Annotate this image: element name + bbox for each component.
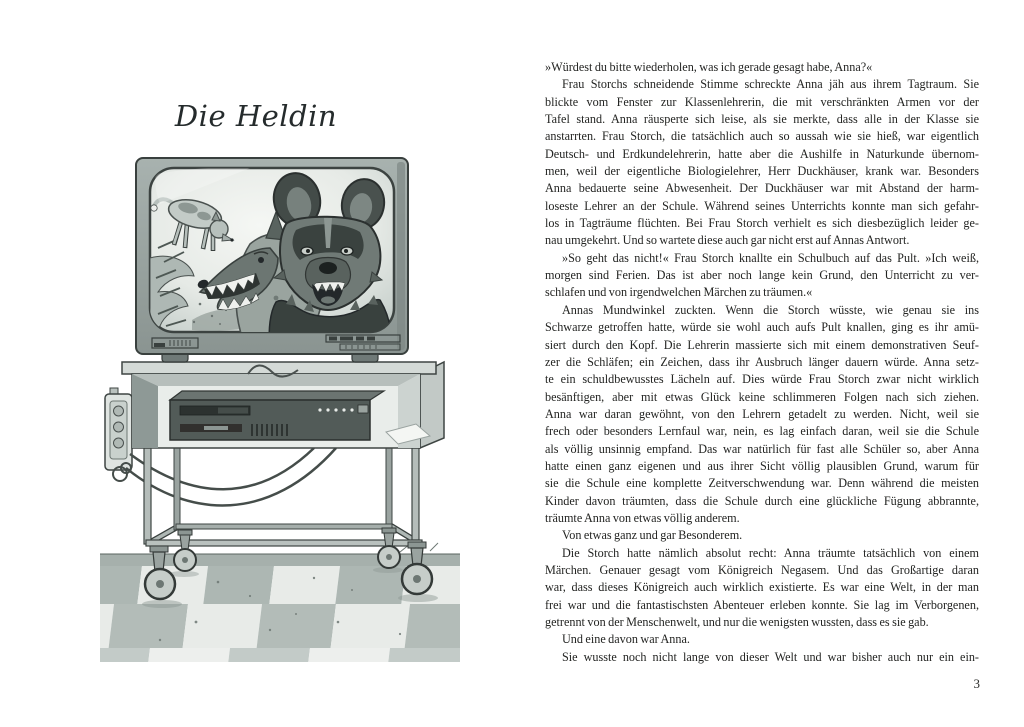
caster-rear-left <box>174 530 196 571</box>
text-line: te ein schuldbewusstes Lächeln auf. Dies würde Frau Storch zwar nicht wirklich <box>545 372 979 387</box>
text-line: Anna bedauerte seine Abwesenheit. Der Duckhäuser war mit Abstand der harm- <box>545 181 979 196</box>
cables <box>126 448 336 505</box>
page-number: 3 <box>973 676 980 691</box>
text-line: los in Tagträume flüchten. Bei Frau Storch verhielt es sich diesbezüglich leider ge- <box>545 216 979 231</box>
text-line: Kinder davon träumten, dass die Schule durch eine glückliche Fügung abbrannte, <box>545 493 979 508</box>
text-line: Annas Mundwinkel zuckten. Wenn die Storch wüsste, wie genau sie ins <box>562 302 979 317</box>
text-line: Deutsch- und Erdkundelehrerin, hatte aber die Aushilfe in Naturkunde übernom- <box>545 146 979 161</box>
chapter-title: Die Heldin <box>174 99 338 133</box>
text-line: zer die Schläfen; ein Zeichen, dass ihr Ausbruch länger dauern würde. Anna setz- <box>545 354 979 369</box>
caster-front-right <box>402 542 432 594</box>
text-line: siert durch den Kopf. Die Lehrerin massierte sich mit einem demonstrativen Seuf- <box>545 337 979 352</box>
text-line: »Würdest du bitte wiederholen, was ich gerade gesagt habe, Anna?« <box>545 60 873 74</box>
power-strip <box>105 388 132 481</box>
vcr <box>170 391 384 440</box>
text-line: frei war und die fantastischsten Abenteuer erleben konnte. Sie lag im Verborgenen, <box>545 597 979 612</box>
text-line: Die Storch hatte nämlich absolut recht: Anna träumte tatsächlich von einem <box>562 545 979 560</box>
text-line: Schwarze getroffen hatte, würde sie wohl auch aufs Pult knallen, ging es ihr amü- <box>545 320 979 335</box>
text-line: nau umgekehrt. Und so wartete diese auch gar nicht erst auf Annas Antwort. <box>545 233 910 248</box>
text-line: als völlig unsinnig empfand. Das war natürlich für fast alle Schüler so, aber Anna <box>545 441 979 456</box>
text-line: träumte Anna von etwas völlig anderem. <box>545 510 740 525</box>
text-line: Sie wusste noch nicht lange von dieser Welt und war bisher auch nur ein ein- <box>562 649 979 664</box>
caster-rear-right <box>378 528 400 568</box>
body-text <box>545 59 979 666</box>
text-line: Und eine davon war Anna. <box>562 632 690 647</box>
crt-tv <box>136 158 408 362</box>
text-line: men, weil der eigentliche Biologielehrer, Herr Duckhäuser, krank war. Besonders <box>545 164 979 179</box>
text-line: blickte vom Fenster zur Klassenlehrerin, die mit verschränkten Armen vor der <box>545 94 979 109</box>
page-right <box>512 0 1024 727</box>
text-line: war, dass dieses Königreich auch wirklich existierte. Es war eine Welt, in der man <box>545 580 979 595</box>
text-line: Anna war daran gewöhnt, von den Lehrern getadelt zu werden. Nicht, weil sie <box>545 406 979 421</box>
chapter-illustration <box>100 152 460 662</box>
text-line: morgen sind Ferien. Das ist aber noch lange kein Grund, den Unterricht zu ver- <box>545 268 979 283</box>
text-line: schlafen und von irgendwelchen Märchen zu träumen.« <box>545 285 813 300</box>
text-line: sie die Schule eine komplette Zeitverschwendung war. Denn während die meisten <box>545 476 979 491</box>
text-line: loseste Lehrer an der Schule. Während seines Unterrichts konnte man sich gefahr- <box>545 198 979 213</box>
text-line: anstarrten. Frau Storch, die tatsächlich auch so aussah wie sie hieß, war eigentlich <box>545 129 979 144</box>
text-line: besänftigen, aber mit etwas Glück keine schlimmeren Folgen nach sich ziehen. <box>545 389 979 404</box>
text-line: getrennt von der Menschenwelt, und nur die wenigsten wussten, dass es sie gab. <box>545 615 929 629</box>
text-line: Märchen. Genauer gesagt vom Königreich Negasem. Und das Großartige daran <box>545 562 979 577</box>
text-line: hatte einen ganz eigenen und aus ihrer Sicht völlig plausiblen Grund, warum für <box>545 458 979 473</box>
text-line: »So geht das nicht!« Frau Storch knallte ein Schulbuch auf das Pult. »Ich weiß, <box>562 250 979 265</box>
text-line: Frau Storchs schneidende Stimme schreckte Anna jäh aus ihrem Tagtraum. Sie <box>562 77 979 92</box>
text-line: frech oder besonders Lernfaul war, nein, es lag einfach daran, weil sie die Schule <box>545 424 979 439</box>
text-line: Tafel stand. Anna räusperte sich leise, als sie merkte, dass alle in der Klasse sie <box>545 112 979 127</box>
text-line: Von etwas ganz und gar Besonderem. <box>562 528 743 543</box>
